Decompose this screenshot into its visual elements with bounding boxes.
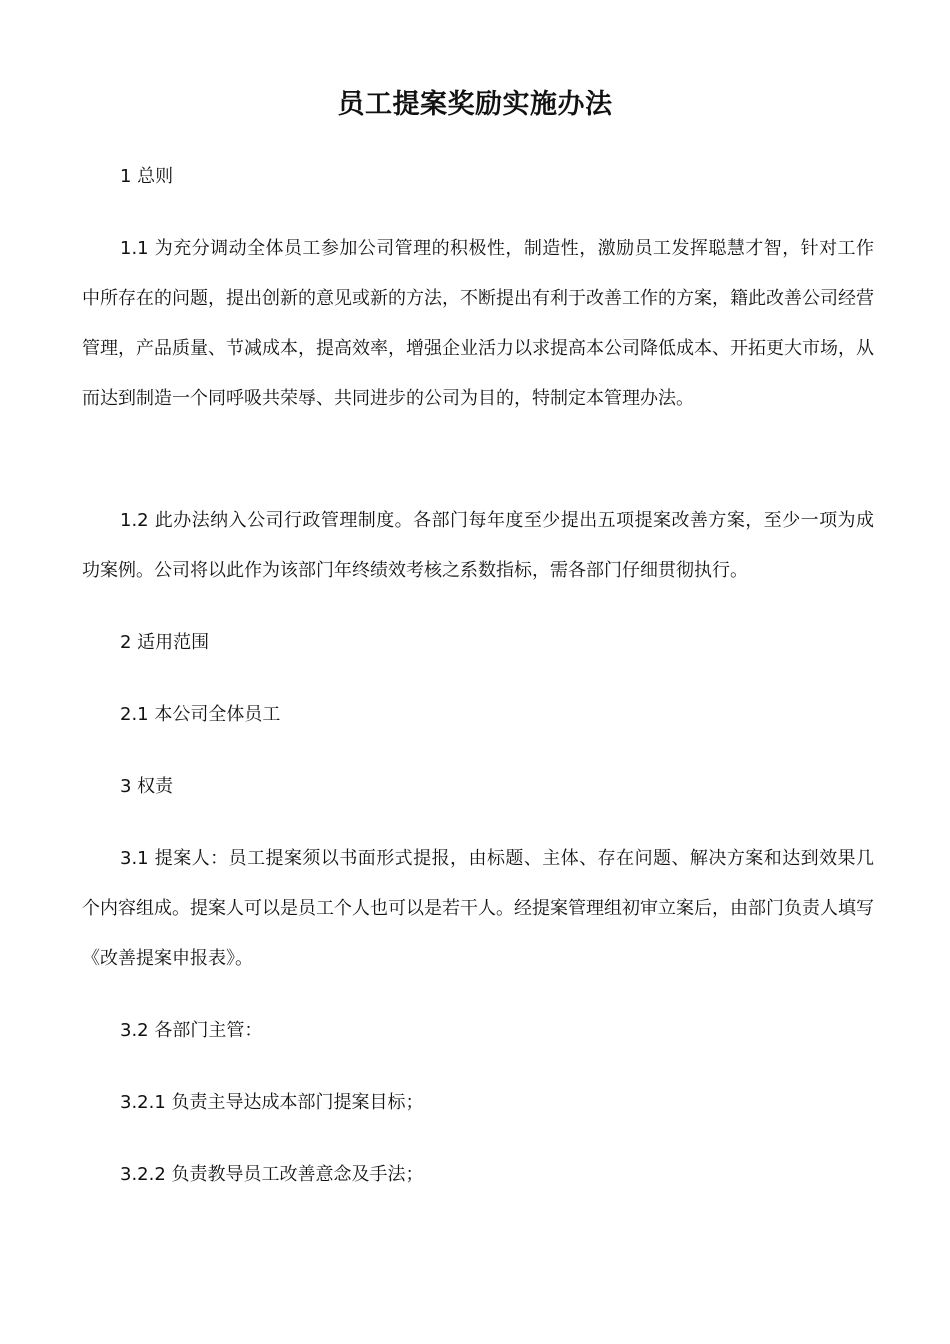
paragraph-3-1: 3.1 提案人：员工提案须以书面形式提报，由标题、主体、存在问题、解决方案和达到效果几个内容组成。提案人可以是员工个人也可以是若干人。经提案管理组初审立案后，由部门负责人填写《改善提案申报表》。 — [82, 848, 874, 969]
section-heading-scope: 2 适用范围 — [120, 632, 210, 653]
document-title: 员工提案奖励实施办法 — [337, 89, 613, 120]
paragraph-3-2-2: 3.2.2 负责教导员工改善意念及手法； — [120, 1164, 424, 1185]
section-heading-general: 1 总则 — [120, 166, 174, 187]
paragraph-3-2: 3.2 各部门主管： — [120, 1020, 263, 1041]
paragraph-1-2: 1.2 此办法纳入公司行政管理制度。各部门每年度至少提出五项提案改善方案，至少一项为成功案例。公司将以此作为该部门年终绩效考核之系数指标，需各部门仔细贯彻执行。 — [82, 510, 874, 581]
paragraph-2-1: 2.1 本公司全体员工 — [120, 704, 281, 725]
section-heading-responsibilities: 3 权责 — [120, 776, 174, 797]
paragraph-3-2-1: 3.2.1 负责主导达成本部门提案目标； — [120, 1092, 424, 1113]
paragraph-1-1: 1.1 为充分调动全体员工参加公司管理的积极性，制造性，激励员工发挥聪慧才智，针对工作中所存在的问题，提出创新的意见或新的方法，不断提出有利于改善工作的方案，籍此改善公司经营管理，产品质量、节减成本，提高效率，增强企业活力以求提高本公司降低成本、开拓更大市场，从而达到制造一个同呼吸共荣辱、共同进步的公司为目的，特制定本管理办法。 — [82, 238, 874, 409]
